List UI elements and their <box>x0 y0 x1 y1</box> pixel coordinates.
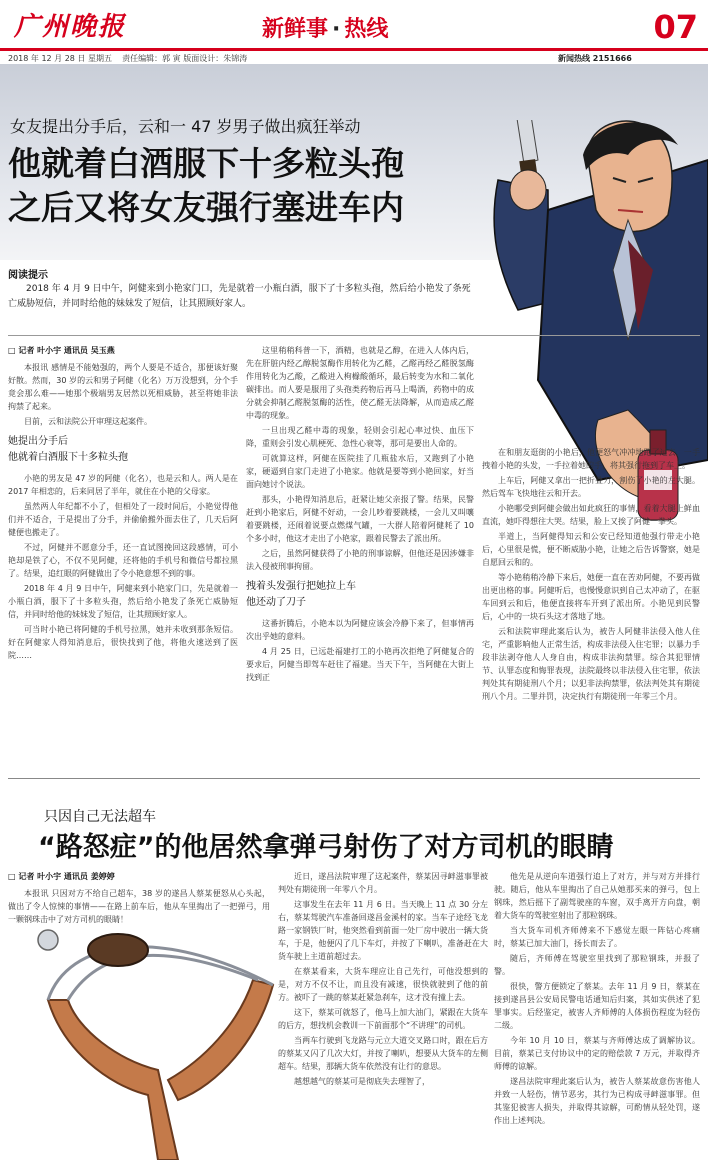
paragraph: 半道上，当阿健得知云和公安已经知道他强行带走小艳后，心里很是慌，便不断威胁小艳，让她之后告诉警察，她是自愿回云和的。 <box>482 532 700 567</box>
paragraph: 越想越气的蔡某可是彻底失去理智了， <box>294 1077 430 1086</box>
paragraph: 遂昌法院审理此案后认为，被告人蔡某故意伤害他人并致一人轻伤，情节恶劣，其行为已构成寻衅滋事罪。但其鉴犯被害人损失，并取得其谅解，可酌情从轻处罚，遂作出上述判决。 <box>494 1077 700 1125</box>
paragraph: 云和法院审理此案后认为，被告人阿健非法侵入他人住宅，严重影响他人正常生活，构成非法侵入住宅罪；以暴力手段非法剥夺他人人身自由，构成非法拘禁罪。综合其犯罪情节、认罪态度和悔罪表现，法院最终以非法侵入住宅罪，依法判处其有期徒刑八个月；以犯非法拘禁罪，依法判处其有期徒刑八个月。二罪并罚，决定执行有期徒刑一年零三个月。 <box>482 627 700 701</box>
story1-byline: □ 记者 叶小宇 通讯员 吴玉燕 <box>8 346 115 355</box>
dateline <box>8 53 247 64</box>
paragraph: 在和朋友逛街的小艳后，他便怒气冲冲地跑了过去，一手拽着小艳的头发，一手拉着她的手，将其强行拖到了车上。 <box>482 448 700 470</box>
paragraph: 这事发生在去年 11 月 6 日。当天晚上 11 点 30 分左右，蔡某驾驶汽车准备回遂昌金溪村的家。当车子途经飞龙路一家钢铁厂时，他突然看到前面一处厂房中驶出一辆大货车，于是，他便闪了几下车灯，并按了下喇叭，准备赶在大货车驶上主道前超过去。 <box>278 900 488 961</box>
paragraph: 在蔡某看来，大货车理应让自己先行，可他没想到的是，对方不仅不让，而且没有减速，很快就驶到了他的前方。被吓了一跳的蔡某赶紧急刹车，这才没有撞上去。 <box>278 967 488 1002</box>
masthead-rule <box>0 48 708 51</box>
paragraph: 这番折腾后，小艳本以为阿健应该会冷静下来了，但事情再次出乎她的意料。 <box>246 619 474 641</box>
section-sub: 热线 <box>344 17 389 42</box>
hotline-number: 2151666 <box>592 54 632 63</box>
paragraph: 2018 年 4 月 9 日中午，阿健来到小艳家门口，先是就着一小瓶白酒，服下了十多粒头孢，然后给小艳发了条死亡威胁短信，并同时给他的妹妹发了短信，让其照顾好家人。 <box>8 584 238 619</box>
paragraph: 不过，阿健并不愿意分手，还一直试图挽回这段感情，可小艳却是铁了心，不仅不见阿健，还将他的手机号和微信号都拉黑了。结果，追红眼的阿健做出了令小艳意想不到的事。 <box>8 543 238 578</box>
story2-byline: □ 记者 叶小宇 通讯员 姜婷婷 <box>8 872 115 881</box>
newspaper-logo: 广州晚报 <box>14 12 127 42</box>
paragraph: 当大货车司机齐师傅来不下感觉左眼一阵钻心疼痛时，蔡某已加大油门，扬长而去了。 <box>494 926 700 948</box>
paragraph: 他先是从逆向车道强行追上了对方，并与对方并排行驶。随后，他从车里掏出了自己从她那买来的弹弓，包上钢珠，然后摇下了副驾驶座的车窗，双手离开方向盘，朝着大货车的驾驶室射出了那粒钢珠。 <box>494 872 700 920</box>
section-dot: · <box>332 17 341 42</box>
paragraph: 之后，虽然阿健获得了小艳的刑事谅解，但他还是因涉嫌非法入侵被刑事拘留。 <box>246 549 474 571</box>
story2-column-2 <box>278 870 488 1090</box>
story1-column-3 <box>482 446 700 705</box>
paragraph: 本报讯 只因对方不给自己超车，38 岁的遂昌人蔡某便怒从心头起，做出了令人惊悚的事情——在路上前车后，他从车里掏出了一把弹弓，用一颗钢珠击中了对方司机的眼睛！ <box>8 889 270 924</box>
story2-kicker: 只因自己无法超车 <box>44 809 156 825</box>
lead-divider <box>8 335 700 336</box>
story2-column-3 <box>494 870 700 1129</box>
paragraph: 上车后，阿健又拿出一把折叠刀，割伤了小艳的左大腿。然后驾车飞快地往云和开去。 <box>482 476 700 498</box>
section-title <box>262 12 388 43</box>
masthead <box>0 0 708 63</box>
paragraph: 小艳的男友是 47 岁的阿健（化名），也是云和人。两人是在 2017 年相恋的，后来同居了半年，就住在小艳的父母家。 <box>8 474 238 496</box>
paragraph: 4 月 25 日，已远赴福建打工的小艳再次拒绝了阿健复合的要求后，阿健当即驾车赶往了福建。当天下午，当阿健在大街上找到正 <box>246 647 474 682</box>
issue-date: 2018 年 12 月 28 日 星期五 <box>8 54 112 63</box>
story-divider <box>8 778 700 779</box>
news-hotline <box>558 53 632 64</box>
lead-paragraph: 2018 年 4 月 9 日中午，阿健来到小艳家门口，先是就着一小瓶白酒，服下了十多粒头孢，然后给小艳发了条死亡威胁短信，并同时给他的妹妹发了短信，让其照顾好家人。 <box>8 284 471 309</box>
story1-subhead-2 <box>246 579 474 611</box>
page-number: 07 <box>653 8 698 46</box>
paragraph: 可就算这样，阿健在医院挂了几瓶盐水后，又跑到了小艳家，硬逼到自家门走进了小艳家。他就是要等到小艳回家，好当面向她讨个说法。 <box>246 454 474 489</box>
subhead-line: 他就着白酒服下十多粒头孢 <box>8 452 128 463</box>
subhead-line: 拽着头发强行把她拉上车 <box>246 581 356 592</box>
paragraph: 很快，警方便锁定了蔡某。去年 11 月 9 日，蔡某在接到遂昌县公安局民警电话通知后归案，其如实供述了犯罪事实。后经鉴定，被害人齐师傅的人体损伤程度为轻伤二级。 <box>494 982 700 1030</box>
story1-headline <box>8 142 404 230</box>
paragraph: 随后，齐师傅在驾驶室里找到了那粒钢珠，并报了警。 <box>494 954 700 976</box>
paragraph: 当两车行驶到飞龙路与元立大道交叉路口时，跟在后方的蔡某又闪了几次大灯，并按了喇叭，想要从大货车的左侧超车。结果，那辆大货车依然没有让行的意思。 <box>278 1036 488 1071</box>
editor-credits: 责任编辑：郭 寅 版面设计：朱锦涛 <box>122 54 248 63</box>
story1-column-2 <box>246 344 474 686</box>
story1-headline-line1: 他就着白酒服下十多粒头孢 <box>8 144 404 183</box>
paragraph: 今年 10 月 10 日，蔡某与齐师傅达成了调解协议。目前，蔡某已支付协议中的定的赔偿款 7 万元，并取得齐师傅的谅解。 <box>494 1036 700 1071</box>
slingshot-illustration <box>8 920 278 1160</box>
subhead-line: 她提出分手后 <box>8 436 68 447</box>
lead-label: 阅读提示 <box>8 270 48 281</box>
slingshot-icon <box>48 934 273 1160</box>
paragraph: 可当时小艳已将阿健的手机号拉黑，她并未收到那条短信。好在阿健家人得知消息后，很快找到了他，将他火速送到了医院…… <box>8 625 238 660</box>
paragraph: 一旦出现乙醛中毒的现象，轻则会引起心率过快、血压下降，重则会引发心肌梗死、急性心衰等，那可是要出人命的。 <box>246 426 474 448</box>
hotline-label: 新闻热线 <box>558 54 590 63</box>
paragraph: 小艳哪受到阿健会做出如此疯狂的事情，看着大腿上鲜血直流，她吓得想往大哭。结果，脸上又挨了阿健一拳头。 <box>482 504 700 526</box>
steel-ball-icon <box>38 930 58 950</box>
paragraph: 这下，蔡某可就怒了，他马上加大油门，紧跟在大货车的后方，想找机会教训一下前面那个“不讲理”的司机。 <box>278 1008 488 1030</box>
paragraph: 虽然两人年纪都不小了，但相处了一段时间后，小艳觉得他们并不适合，于是提出了分手，并偷偷搬外面去住了，几天后阿健便也搬走了。 <box>8 502 238 537</box>
story1-column-1 <box>8 344 238 664</box>
story2-headline: “路怒症”的他居然拿弹弓射伤了对方司机的眼睛 <box>38 832 614 863</box>
paragraph: 目前，云和法院公开审理这起案件。 <box>24 417 152 426</box>
paragraph: 近日，遂昌法院审理了这起案件，蔡某因寻衅滋事罪被判处有期徒刑一年零八个月。 <box>278 872 488 894</box>
subhead-line: 他还动了刀子 <box>246 597 306 608</box>
paragraph: 这里稍稍科普一下，酒精，也就是乙醇，在进入人体内后，先在肝脏内经乙醇脱氢酶作用转化为乙醛，乙醛再经乙醛脱氢酶作用转化为乙酸，乙酸进入枸橼酸循环，最后转变为水和二氧化碳排出。而人要是服用了头孢类药物后再马上喝酒，药物中的成分就会抑制乙醛脱氢酶的活性，使乙醛无法降解，从而造成乙醛中毒的现象。 <box>246 346 474 420</box>
story1-kicker: 女友提出分手后，云和一 47 岁男子做出疯狂举动 <box>10 117 361 136</box>
story1-headline-line2: 之后又将女友强行塞进车内 <box>8 188 404 227</box>
section-main: 新鲜事 <box>262 17 329 42</box>
story1-subhead-1 <box>8 434 238 466</box>
paragraph: 等小艳稍稍冷静下来后，她便一直在苦劝阿健，不要再做出更出格的事。阿健听后，也慢慢意识到自己太冲动了，在驱车回到云和后，他便直接将车开到了派出所。小艳见到民警后，心中的一块石头这才落地了地。 <box>482 573 700 621</box>
paragraph: 那头，小艳得知消息后，赶紧让她父亲报了警。结果，民警赶到小艳家后，阿健不好动，一会儿吵着要跳楼，一会儿又叫嚷着要跳楼，还闹着说要点燃煤气罐，一大群人陪着阿健耗了 10 个多小时，他这才走出了小艳家，跟着民警去了派出所。 <box>246 495 474 543</box>
paragraph: 本报讯 感情是不能勉强的，两个人要是不适合，那便该好聚好散。然而，30 岁的云和男子阿健（化名）万万没想到，分个手竟会那么难——她那个极端男友居然以死相威胁，甚至将她非法拘禁了起来。 <box>8 363 238 411</box>
